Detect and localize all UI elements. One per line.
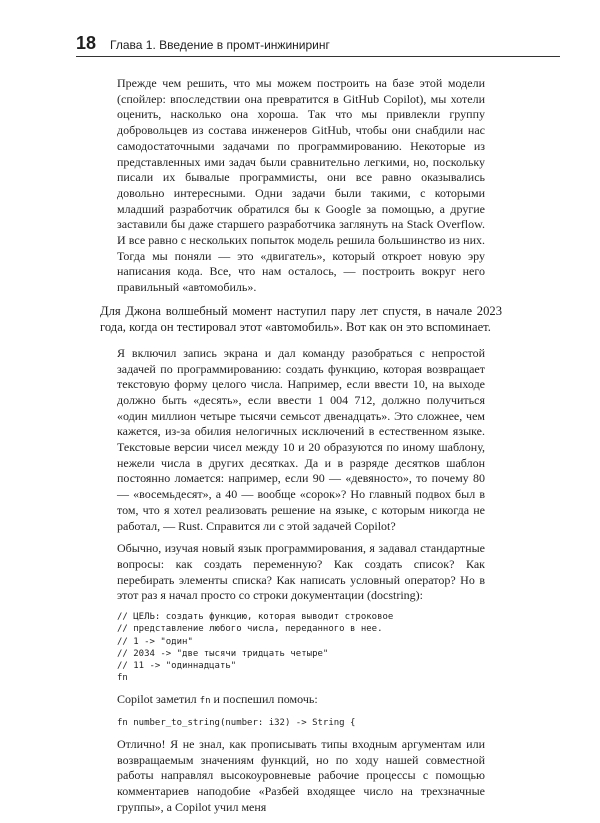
code-line: // представление любого числа, переданного в нее. bbox=[117, 624, 383, 635]
code-docstring bbox=[117, 611, 485, 684]
code-line: // ЦЕЛЬ: создать функцию, которая выводит строковое bbox=[117, 612, 394, 623]
code-function-signature: fn number_to_string(number: i32) -> String { bbox=[117, 718, 356, 729]
code-line: fn bbox=[117, 673, 128, 684]
code-line: // 11 -> "одиннадцать" bbox=[117, 660, 237, 671]
code-line: // 2034 -> "две тысячи тридцать четыре" bbox=[117, 648, 329, 659]
paragraph-recollection: Я включил запись экрана и дал команду разобраться с непростой задачей по программированию: создать функцию, которая возвращает текстовую форму целого числа. Например, если ввести 10, на выходе должно быть «десять», если ввести 1 004 712, должно получиться «один миллион четыре тысячи семьсот двенадцать». Это сложнее, чем кажется, из-за обилия нелогичных исключений в естественном языке. Текстовые версии чисел между 10 и 20 образуются по иному шаблону, нежели числа в других десятках. Да и в разряде десятков шаблон постоянно ломается: например, если 90 — «девяносто», то почему 80 — «восемьдесят», а 40 — вообще «сорок»? Но главный подвох был в том, что я хотел реализовать решение на языке, с которым никогда не работал, — Rust. Справится ли с этой задачей Copilot? bbox=[117, 345, 485, 533]
code-line: // 1 -> "один" bbox=[117, 636, 193, 647]
paragraph-john-moment: Для Джона волшебный момент наступил пару лет спустя, в начале 2023 года, когда он тестировал этот «автомобиль». Вот как он это вспоминает. bbox=[100, 303, 502, 335]
page-body bbox=[100, 76, 502, 823]
paragraph-intro: Прежде чем решить, что мы можем построить на базе этой модели (спойлер: впоследствии она превратится в GitHub Copilot), мы хотели оценить, насколько она хороша. Так что мы привлекли группу добровольцев из состава инженеров GitHub, чтобы они снабдили нас самодостаточными задачами по программированию. Некоторые из представленных ими задач были сравнительно легкими, но, поскольку писали их бывалые программисты, они все равно оказывались довольно интересными. Одни задачи были такими, с которыми младший разработчик обратился бы к Google за помощью, а другие заставили бы даже старшего разработчика заглянуть на Stack Overflow. И все равно с нескольких попыток модель решила большинство из них. Тогда мы поняли — это «двигатель», который откроет новую эру написания кода. Все, что нам осталось, — построить вокруг него правильный «автомобиль». bbox=[117, 76, 485, 295]
page-header bbox=[76, 28, 560, 57]
page-number: 18 bbox=[76, 33, 97, 53]
chapter-title: Глава 1. Введение в промт-инжиниринг bbox=[110, 38, 330, 52]
text-segment: и поспешил помочь: bbox=[210, 692, 318, 707]
paragraph-outcome: Отлично! Я не знал, как прописывать типы входным аргументам или возвращаемым значениям функций, но по ходу нашей совместной работы направлял высокоуровневые рабочие процессы с помощью комментариев наподобие «Разбей входящее число на трехзначные группы», а Copilot учил меня bbox=[117, 737, 485, 814]
paragraph-copilot-noticed bbox=[117, 692, 485, 710]
paragraph-learning-language: Обычно, изучая новый язык программирования, я задавал стандартные вопросы: как создать переменную? Как создать список? Как перебирать элементы списка? Как написать условный оператор? Но в этот раз я начал просто со строки документации (docstring): bbox=[117, 541, 485, 603]
text-segment: Copilot заметил bbox=[117, 692, 200, 707]
inline-code-fn: fn bbox=[199, 696, 211, 707]
